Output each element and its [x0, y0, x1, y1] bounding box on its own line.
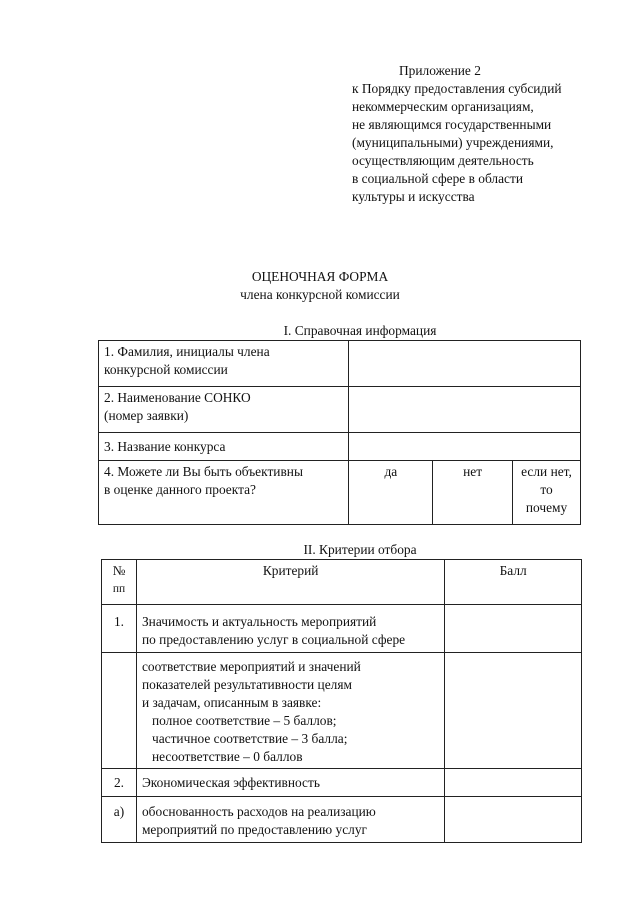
row-label-line: в оценке данного проекта? — [104, 482, 256, 497]
table-row — [99, 341, 581, 387]
table-row — [99, 433, 581, 461]
section2-title: II. Критерии отбора — [303, 542, 417, 557]
criterion-line: по предоставлению услуг в социальной сфере — [141, 632, 406, 647]
row-num: 1. — [102, 605, 137, 653]
table-row — [102, 605, 582, 653]
option-if-no-line: почему — [525, 500, 568, 515]
criterion-line: Значимость и актуальность мероприятий — [141, 614, 377, 629]
header-num — [102, 560, 137, 605]
option-if-no-line: то — [540, 482, 553, 497]
table-header-row — [102, 560, 582, 605]
section1-title: I. Справочная информация — [283, 323, 437, 338]
table-row — [102, 769, 582, 797]
header-score: Балл — [445, 560, 582, 605]
score-cell[interactable] — [445, 769, 582, 797]
option-no-label: нет — [463, 464, 483, 479]
criterion-subline: полное соответствие – 5 баллов; — [151, 713, 337, 728]
row-label-line: конкурсной комиссии — [104, 362, 228, 377]
answer-cell[interactable] — [349, 433, 581, 461]
appendix-line: осуществляющим деятельность — [352, 153, 534, 168]
row-label — [99, 433, 349, 461]
appendix-header — [352, 62, 622, 206]
form-title: ОЦЕНОЧНАЯ ФОРМА — [251, 269, 389, 284]
header-num-line: пп — [112, 583, 126, 595]
answer-cell[interactable] — [349, 387, 581, 433]
row-label-line: 1. Фамилия, инициалы члена — [104, 344, 270, 359]
table-row — [99, 387, 581, 433]
criterion-subline: частичное соответствие – 3 балла; — [151, 731, 348, 746]
header-criterion: Критерий — [136, 560, 444, 605]
row-criterion — [136, 797, 444, 843]
row-num — [102, 653, 137, 769]
answer-cell[interactable] — [349, 341, 581, 387]
table-row — [102, 797, 582, 843]
row-label-line: 3. Название конкурса — [104, 438, 226, 454]
row-criterion — [136, 605, 444, 653]
row-label — [99, 461, 349, 525]
criterion-subline: несоответствие – 0 баллов — [151, 749, 303, 764]
option-no[interactable] — [433, 461, 513, 525]
header-num-line: № — [112, 563, 126, 578]
score-cell[interactable] — [445, 797, 582, 843]
reference-info-table — [98, 340, 581, 525]
appendix-line: культуры и искусства — [352, 189, 475, 204]
row-label — [99, 387, 349, 433]
table-row — [102, 653, 582, 769]
appendix-title: Приложение 2 — [399, 63, 481, 78]
criterion-line: мероприятий по предоставлению услуг — [141, 822, 368, 837]
criterion-line: показателей результативности целям — [141, 677, 352, 692]
row-num: 2. — [102, 769, 137, 797]
criterion-line: Экономическая эффективность — [141, 774, 320, 790]
row-label-line: 2. Наименование СОНКО — [104, 390, 251, 405]
appendix-line: некоммерческим организациям, — [352, 99, 534, 114]
criterion-line: обоснованность расходов на реализацию — [141, 804, 376, 819]
criterion-line: соответствие мероприятий и значений — [141, 659, 361, 674]
appendix-line: к Порядку предоставления субсидий — [352, 81, 562, 96]
row-criterion — [136, 653, 444, 769]
row-label-line: (номер заявки) — [104, 408, 189, 423]
criterion-line: и задачам, описанным в заявке: — [141, 695, 322, 710]
option-if-no[interactable] — [513, 461, 581, 525]
form-subtitle: члена конкурсной комиссии — [240, 287, 400, 302]
row-num: а) — [102, 797, 137, 843]
appendix-line: в социальной сфере в области — [352, 171, 524, 186]
row-label — [99, 341, 349, 387]
option-yes-label: да — [384, 464, 398, 479]
appendix-line: (муниципальными) учреждениями, — [352, 135, 554, 150]
criteria-table — [101, 559, 582, 843]
option-yes[interactable] — [349, 461, 433, 525]
form-title-block — [0, 268, 640, 304]
score-cell[interactable] — [445, 605, 582, 653]
option-if-no-line: если нет, — [521, 464, 572, 479]
row-label-line: 4. Можете ли Вы быть объективны — [104, 464, 303, 479]
score-cell[interactable] — [445, 653, 582, 769]
table-row — [99, 461, 581, 525]
row-criterion — [136, 769, 444, 797]
appendix-line: не являющимся государственными — [352, 117, 552, 132]
